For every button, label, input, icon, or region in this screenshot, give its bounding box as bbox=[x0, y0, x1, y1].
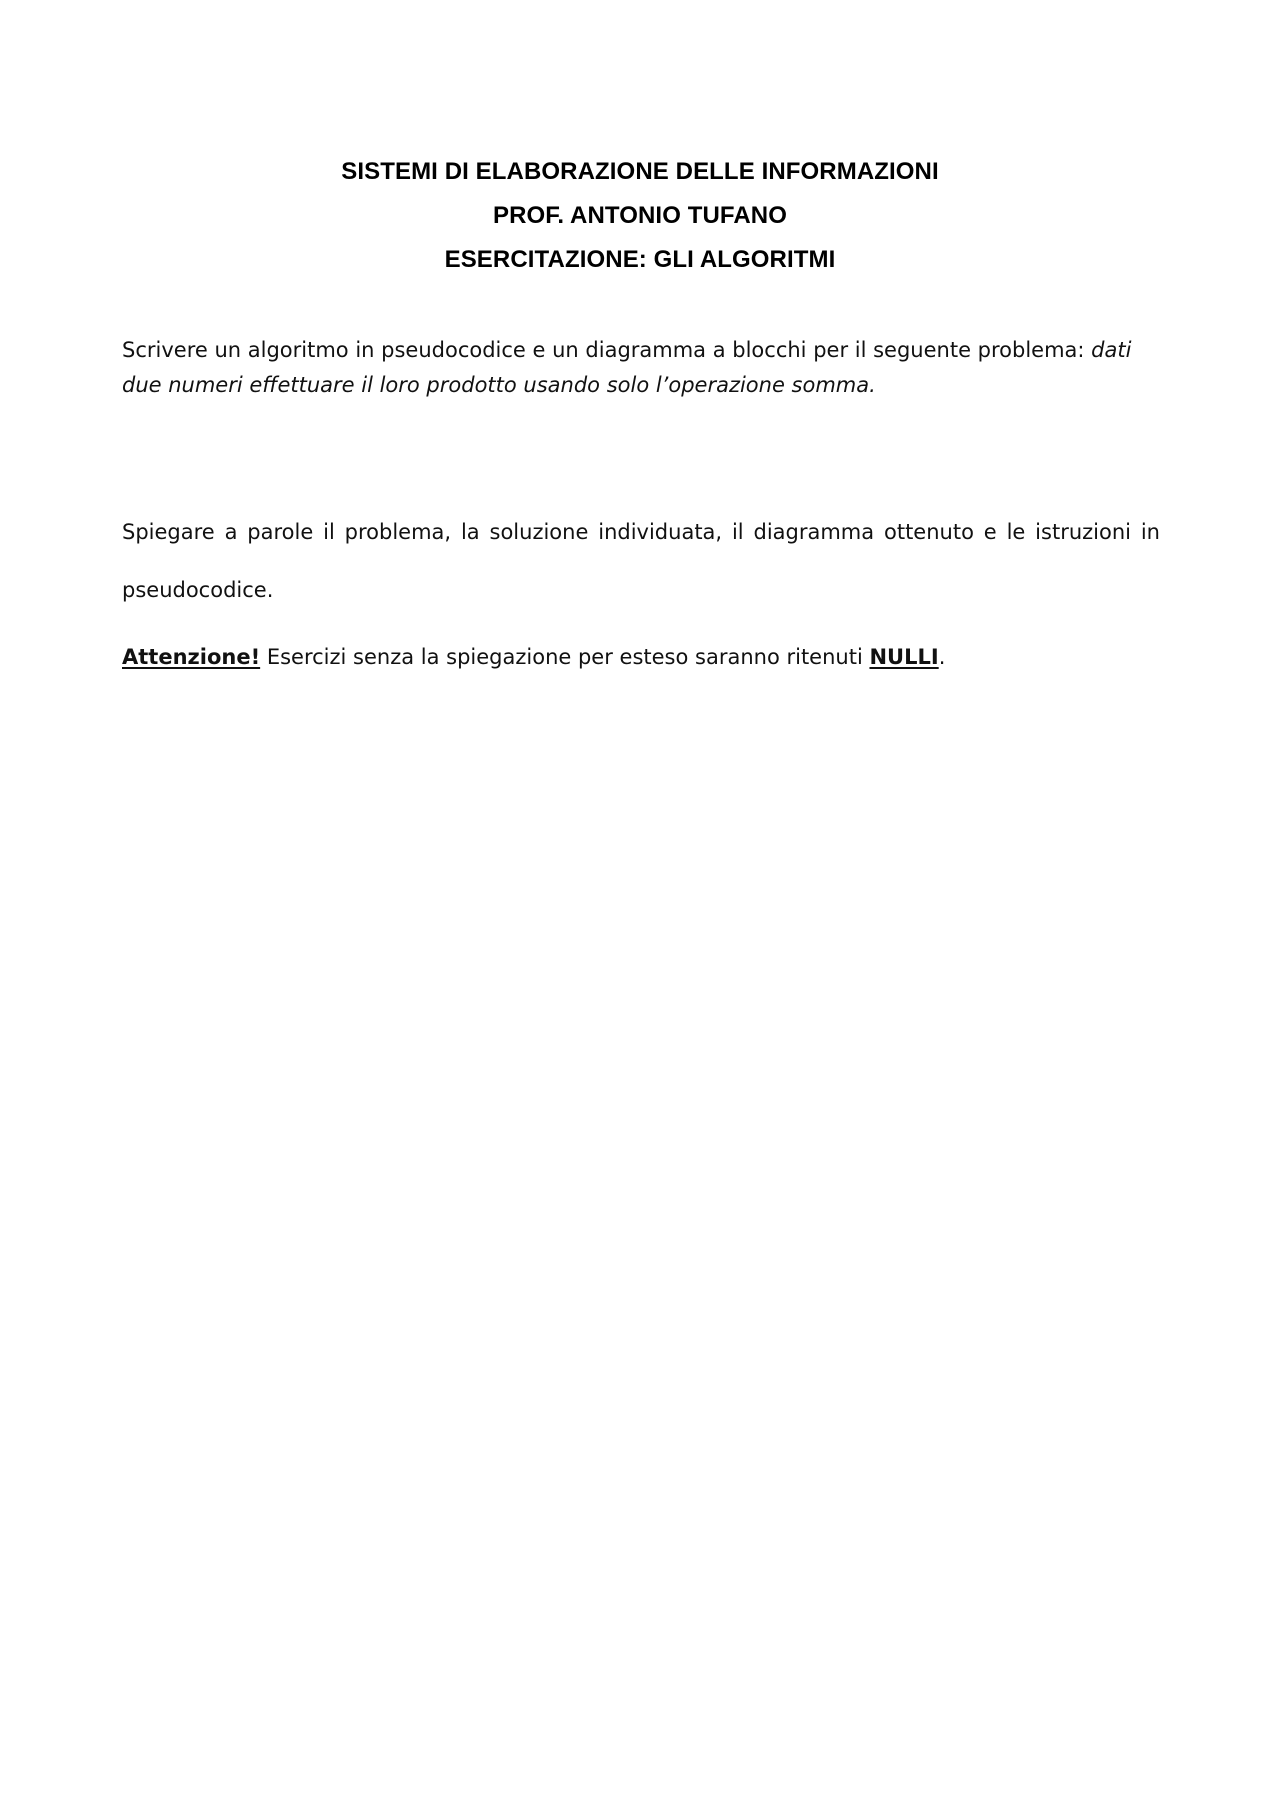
task-paragraph bbox=[122, 333, 1160, 403]
warning-paragraph bbox=[122, 640, 1160, 675]
professor-name: PROF. ANTONIO TUFANO bbox=[492, 202, 787, 229]
warning-end: . bbox=[938, 645, 946, 669]
task-problem: dati due numeri effettuare il loro prodotto usando solo l’operazione somma. bbox=[122, 338, 1132, 397]
course-title: SISTEMI DI ELABORAZIONE DELLE INFORMAZIONI bbox=[341, 158, 939, 185]
warning-text: Esercizi senza la spiegazione per esteso saranno ritenuti bbox=[260, 645, 870, 669]
warning-emphasis: NULLI bbox=[869, 645, 939, 669]
task-intro: Scrivere un algoritmo in pseudocodice e un diagramma a blocchi per il seguente problema: bbox=[122, 338, 1092, 362]
document-header bbox=[0, 150, 1280, 282]
explanation-paragraph: Spiegare a parole il problema, la soluzione individuata, il diagramma ottenuto e le istruzioni in pseudocodice. bbox=[122, 520, 1160, 602]
warning-label: Attenzione! bbox=[122, 645, 261, 669]
exercise-title: ESERCITAZIONE: GLI ALGORITMI bbox=[444, 246, 836, 273]
